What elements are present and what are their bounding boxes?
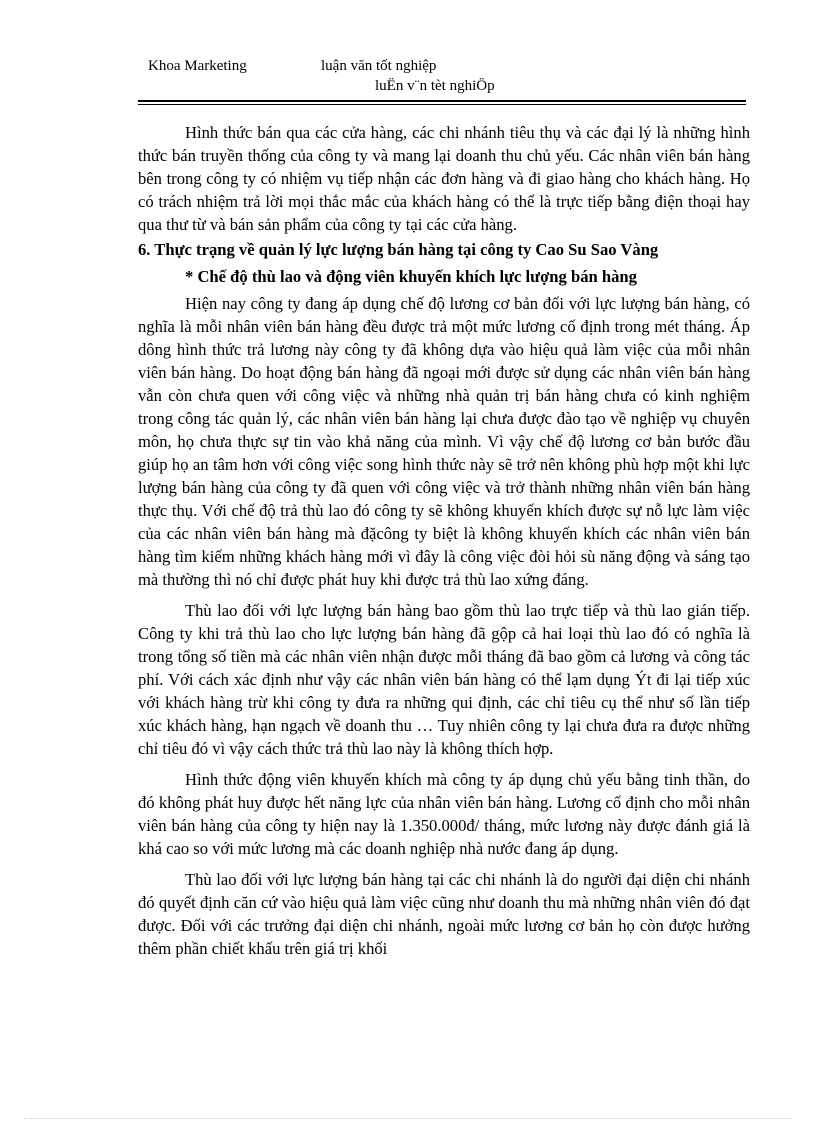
paragraph-motivation: Hình thức động viên khuyến khích mà công ty áp dụng chủ yếu bằng tinh thần, do đó không phát huy được hết năng lực của nhân viên bán hàng. Lương cố định cho mỗi nhân viên bán hàng của công ty hiện nay là 1.350.000đ/ tháng, mức lương này được đánh giá là khá cao so với mức lương mà các doanh nghiệp nhà nước đang áp dụng. — [138, 770, 750, 858]
page-bottom-divider — [24, 1118, 792, 1119]
paragraph-sales-channels: Hình thức bán qua các cửa hàng, các chi nhánh tiêu thụ và các đại lý là những hình thức bán truyền thống của công ty và mang lại doanh thu chủ yếu. Các nhân viên bán hàng bên trong công ty có nhiệm vụ tiếp nhận các đơn hàng và đi giao hàng cho khách hàng. Họ có trách nhiệm trả lời mọi thắc mắc của khách hàng có thể là trực tiếp bằng điện thoại hay qua thư từ và bán sản phẩm của công ty tại các cửa hàng. — [138, 123, 750, 234]
paragraph-compensation: Thù lao đối với lực lượng bán hàng bao gồm thù lao trực tiếp và thù lao gián tiếp. Công ty khi trả thù lao cho lực lượng bán hàng đã gộp cả hai loại thù lao đó có nghĩa là trong tổng số tiền mà các nhân viên nhận được mỗi tháng đã bao gồm cả lương và công tác phí. Với cách xác định như vậy các nhân viên bán hàng có thể lạm dụng Ýt đi lại tiếp xúc với khách hàng trừ khi công ty đưa ra những qui định, các chỉ tiêu cụ thể như số lần tiếp xúc khách hàng, hạn ngạch về doanh thu … Tuy nhiên công ty lại chưa đưa ra được những chỉ tiêu đó vì vậy cách thức trả thù lao này là không thích hợp. — [138, 601, 750, 758]
document-body — [138, 121, 750, 968]
header-department: Khoa Marketing — [148, 58, 247, 74]
header-rule-thin — [138, 104, 746, 105]
paragraph-branch-compensation: Thù lao đối với lực lượng bán hàng tại các chi nhánh là do người đại diện chi nhánh đó quyết định căn cứ vào hiệu quả làm việc cũng như doanh thu mà những nhân viên đó đạt được. Đối với các trưởng đại diện chi nhánh, ngoài mức lương cơ bản họ còn được hưởng thêm phần chiết khấu trên giá trị khối — [138, 870, 750, 958]
paragraph-base-salary: Hiện nay công ty đang áp dụng chế độ lương cơ bản đối với lực lượng bán hàng, có nghĩa là mỗi nhân viên bán hàng đều được trả một mức lương cố định trong mét tháng. Áp dông hình thức trả lương này công ty đã không dựa vào hiệu quả làm việc của mỗi nhân viên bán hàng. Do hoạt động bán hàng đã ngoại mới được sử dụng các nhân viên bán hàng vẫn còn chưa quen với công việc và những nhà quản trị bán hàng chưa có kinh nghiệm trong công tác quản lý, các nhân viên bán hàng lại chưa được đào tạo về nghiệp vụ chuyên môn, họ chưa thực sự tin vào khả năng của mình. Vì vậy chế độ lương cơ bản bước đầu giúp họ an tâm hơn với công việc song hình thức này sẽ trở nên không phù hợp một khi lực lượng bán hàng của công ty đã quen với công việc và trở thành những nhân viên bán hàng thực thụ. Với chế độ trả thù lao đó công ty sẽ không khuyến khích được sự nỗ lực làm việc của các nhân viên bán hàng mà đặcông ty biệt là không khuyến khích các nhân viên bán hàng tìm kiếm những khách hàng mới vì đây là công việc đòi hỏi sù năng động và sáng tạo mà thường thì nó chỉ được phát huy khi được trả thù lao xứng đáng. — [138, 294, 750, 589]
header-title: luận văn tốt nghiệp — [321, 58, 437, 74]
subsection-heading: * Chế độ thù lao và động viên khuyến khích lực lượng bán hàng — [185, 267, 637, 286]
section-heading-6: 6. Thực trạng về quản lý lực lượng bán hàng tại công ty Cao Su Sao Vàng — [138, 240, 659, 259]
header-rule-thick — [138, 100, 746, 102]
header-title-alt: luËn v¨n tèt nghiÖp — [375, 78, 495, 94]
